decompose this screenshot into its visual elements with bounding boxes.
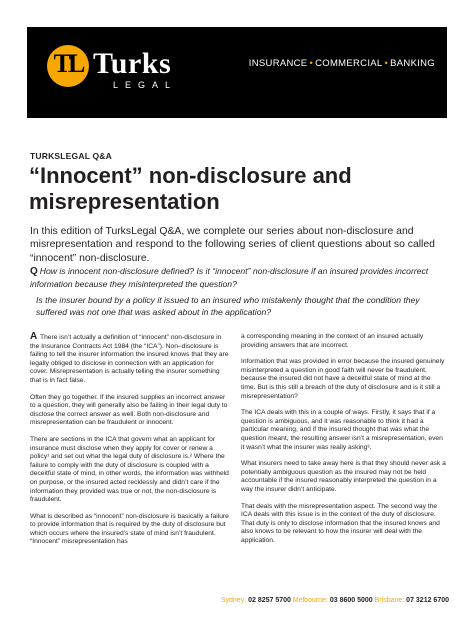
tagline-item: COMMERCIAL [315, 58, 383, 69]
footer-city: Melbourne: [292, 597, 328, 604]
logo-mark: TL [53, 49, 83, 78]
footer-phone[interactable]: 02 8257 5700 [248, 597, 291, 604]
left-column [30, 333, 231, 555]
tagline-item: INSURANCE [248, 58, 308, 69]
tagline-separator: • [309, 58, 314, 69]
question-1-text: How is innocent non-disclosure defined? Is it “innocent” non-disclosure if an insured provides incorrect information because they misinterpreted the question? [30, 266, 429, 289]
question-1 [30, 265, 448, 290]
intro-paragraph: In this edition of TurksLegal Q&A, we complete our series about non-disclosure and misrepresentation and respond to the following series of client questions about so called “innocent” non-disclosure. [30, 226, 435, 264]
question-letter: Q [30, 266, 38, 277]
footer-city: Sydney: [220, 597, 247, 604]
logo-name: Turks [93, 47, 172, 80]
footer-phone[interactable]: 07 3212 6700 [406, 597, 449, 604]
tagline-item: BANKING [390, 58, 435, 69]
tagline [249, 58, 435, 69]
page-title: “Innocent” non-disclosure and misrepresentation [29, 163, 352, 214]
paragraph: The ICA deals with this in a couple of ways. Firstly, it says that if a question is ambiguous, and it was reasonable to think it had a particular meaning, and if the insured thought that was what the question meant, the resulting answer isn’t a misrepresentation, even it wasn’t what the insurer was really asking³. [241, 409, 443, 451]
paragraph: What insurers need to take away here is that they should never ask a potentially ambiguous question as the insured may not be held accountable if the insured reasonably interpreted the question in a way the insurer didn’t anticipate. [241, 460, 446, 493]
footer-city: Brisbane: [374, 597, 405, 604]
paragraph: There are sections in the ICA that govern what an applicant for insurance must disclose when they apply for cover or renew a policy¹ and set out what the legal duty of disclosure is.² Where the failure to comply with the duty of disclosure is coupled with a deceitful state of mind, in other words, the information was withheld on purpose, or the insured acted recklessly and didn’t care if the information they provided was true or not, the non-disclosure is fraudulent. [30, 435, 229, 504]
logo-sub: LEGAL [113, 80, 178, 90]
header-banner [27, 27, 447, 118]
footer-phone[interactable]: 03 8600 5000 [329, 597, 373, 604]
section-kicker: TURKSLEGAL Q&A [30, 151, 112, 161]
paragraph: Often they go together. If the insured supplies an incorrect answer to a question, they will generally also be failing in their legal duty to disclose the correct answer as well. Both non-disclosure and misrepresentation can be fraudulent or innocent. [30, 393, 228, 427]
paragraph: a corresponding meaning in the context of an insured actually providing answers that are incorrect. [241, 333, 424, 349]
paragraph: What is described as “innocent” non-disclosure is basically a failure to provide information that is required by the duty of disclosure but which occurs where the insured’s state of mind isn’t fraudulent. “Innocent” misrepresentation has [30, 512, 229, 546]
paragraph: That deals with the misrepresentation aspect. The second way the ICA deals with this issue is in the context of the duty of disclosure. That duty is only to disclose information that the insured knows and also knows to be relevant to how the insurer will deal with the application. [241, 502, 440, 544]
turks-legal-logo[interactable] [47, 43, 178, 93]
paragraph-text: There isn’t actually a definition of “innocent” non-disclosure in the Insurance Contracts Act 1984 (the “ICA”). Non–disclosure is failing to tell the insurer information the insured knows that they are legally obliged to disclose in connection with an application for cover. Misrepresentation is actually telling the insurer something that is in fact false. [30, 334, 229, 384]
answer-paragraph [30, 333, 231, 386]
answer-letter: A [30, 331, 38, 342]
tagline-separator: • [384, 58, 389, 69]
paragraph: Information that was provided in error because the insured genuinely misinterpreted a question in good faith will never be fraudulent, because the insured did not have a deceitful state of mind at the time. But is this still a breach of the duty of disclosure and is it still a misrepresentation? [241, 358, 445, 400]
right-column [241, 333, 446, 553]
question-2: Is the insurer bound by a policy it issued to an insured who mistakenly thought that the condition they suffered was not one that was asked about in the application? [36, 295, 420, 317]
footer-contacts [221, 597, 449, 604]
